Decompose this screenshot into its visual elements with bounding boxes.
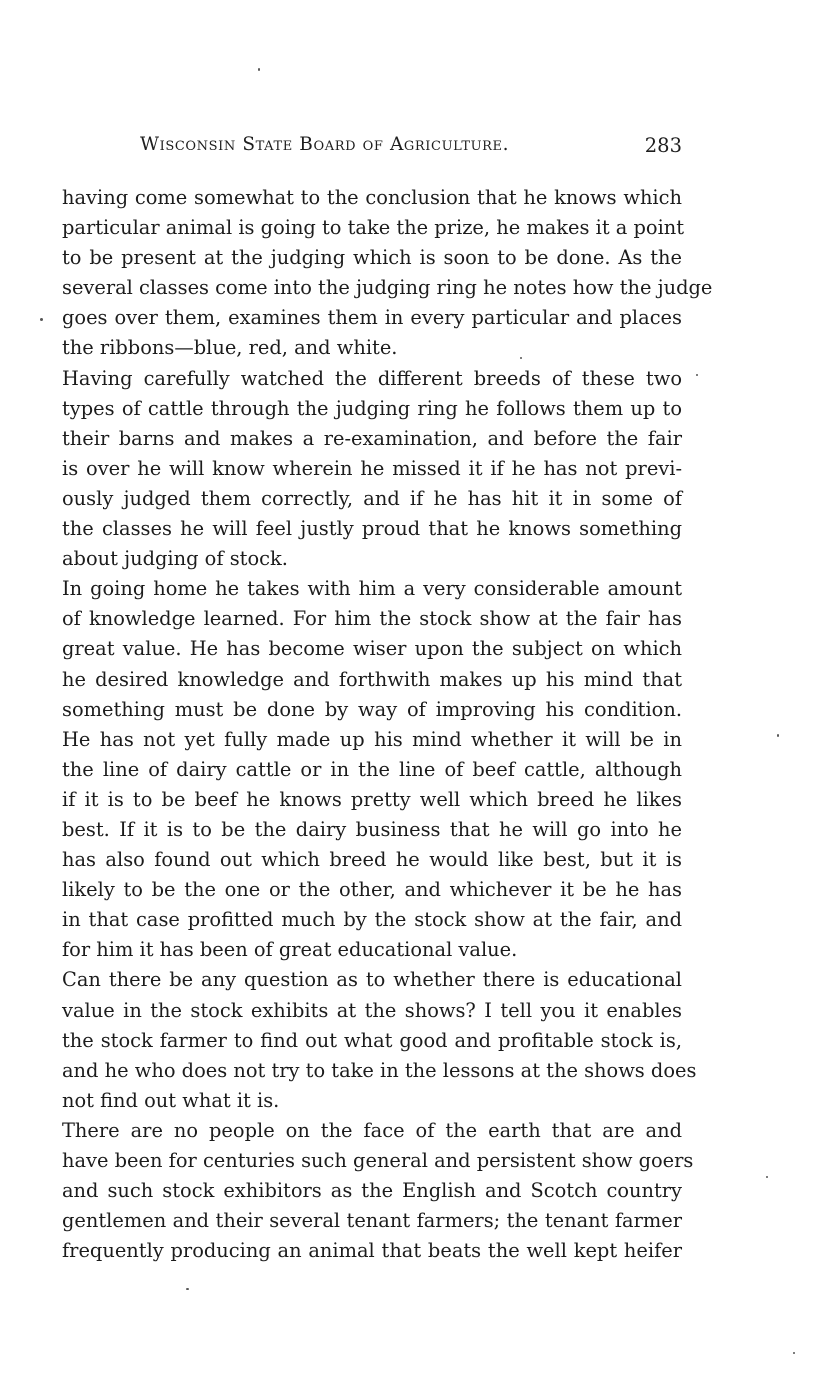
- text-line: the stock farmer to find out what good and profitable stock is,: [62, 1028, 682, 1052]
- text-line: if it is to be beef he knows pretty well which breed he likes: [62, 787, 682, 811]
- text-line-content: Having carefully watched the different breeds of these two: [62, 366, 682, 390]
- scan-speck: [186, 1288, 189, 1290]
- paragraph-2: [62, 364, 682, 575]
- text-line: likely to be the one or the other, and whichever it be he has: [62, 878, 682, 902]
- scan-speck: [793, 1352, 795, 1354]
- scan-speck: [258, 68, 260, 71]
- text-line: Can there be any question as to whether there is educational: [62, 968, 682, 992]
- text-line: have been for centuries such general and persistent show goers: [62, 1149, 694, 1172]
- paragraph-4: [62, 965, 697, 1115]
- text-line: in that case profitted much by the stock show at the fair, and: [62, 908, 682, 932]
- text-line: gentlemen and their several tenant farmers; the tenant farmer: [62, 1209, 682, 1233]
- text-line: several classes come into the judging ring he notes how the judge: [62, 276, 713, 300]
- text-line: and such stock exhibitors as the English and Scotch country: [62, 1179, 682, 1203]
- text-line: types of cattle through the judging ring he follows them up to: [62, 396, 682, 420]
- text-line: having come somewhat to the conclusion that he knows which: [62, 186, 682, 209]
- text-line: great value. He has become wiser upon the subject on which: [62, 637, 682, 661]
- scan-speck: [520, 357, 522, 359]
- text-line: something must be done by way of improving his condition.: [62, 697, 682, 721]
- text-line: [62, 364, 682, 394]
- running-head: Wisconsin State Board of Agriculture.: [140, 134, 510, 155]
- scan-speck: [696, 374, 698, 376]
- text-line: the line of dairy cattle or in the line of beef cattle, although: [62, 757, 682, 781]
- scan-speck: [777, 734, 779, 737]
- paragraph-3: [62, 574, 682, 965]
- text-line: has also found out which breed he would like best, but it is: [62, 848, 682, 872]
- text-line: and he who does not try to take in the lessons at the shows does: [62, 1058, 697, 1082]
- text-line: value in the stock exhibits at the shows? I tell you it enables: [62, 998, 682, 1022]
- body-text: [62, 183, 713, 1266]
- page-header: [60, 134, 682, 166]
- text-line: about judging of stock.: [62, 547, 288, 571]
- text-line: goes over them, examines them in every particular and places: [62, 306, 682, 330]
- text-line: In going home he takes with him a very considerable amount: [62, 577, 682, 601]
- text-line: to be present at the judging which is soon to be done. As the: [62, 246, 682, 270]
- text-line: particular animal is going to take the prize, he makes it a point: [62, 216, 685, 240]
- text-line: He has not yet fully made up his mind whether it will be in: [62, 727, 682, 751]
- text-line: for him it has been of great educational value.: [62, 938, 518, 962]
- text-line: best. If it is to be the dairy business that he will go into he: [62, 817, 682, 841]
- text-line: There are no people on the face of the earth that are and: [62, 1118, 682, 1142]
- paragraph-1: [62, 183, 713, 364]
- text-line: not find out what it is.: [62, 1088, 280, 1112]
- text-line: the ribbons—blue, red, and white.: [62, 336, 398, 360]
- scan-speck: [40, 318, 43, 321]
- text-line: their barns and makes a re-examination, and before the fair: [62, 426, 682, 450]
- text-line: ously judged them correctly, and if he has hit it in some of: [62, 486, 682, 510]
- text-line: the classes he will feel justly proud that he knows something: [62, 517, 682, 541]
- text-line: of knowledge learned. For him the stock show at the fair has: [62, 607, 682, 631]
- text-line: frequently producing an animal that beats the well kept heifer: [62, 1239, 682, 1263]
- text-line: is over he will know wherein he missed it if he has not previ-: [62, 456, 682, 480]
- text-line: he desired knowledge and forthwith makes up his mind that: [62, 667, 682, 691]
- paragraph-5: [62, 1116, 694, 1266]
- scan-speck: [766, 1176, 768, 1178]
- page-number: 283: [644, 134, 682, 157]
